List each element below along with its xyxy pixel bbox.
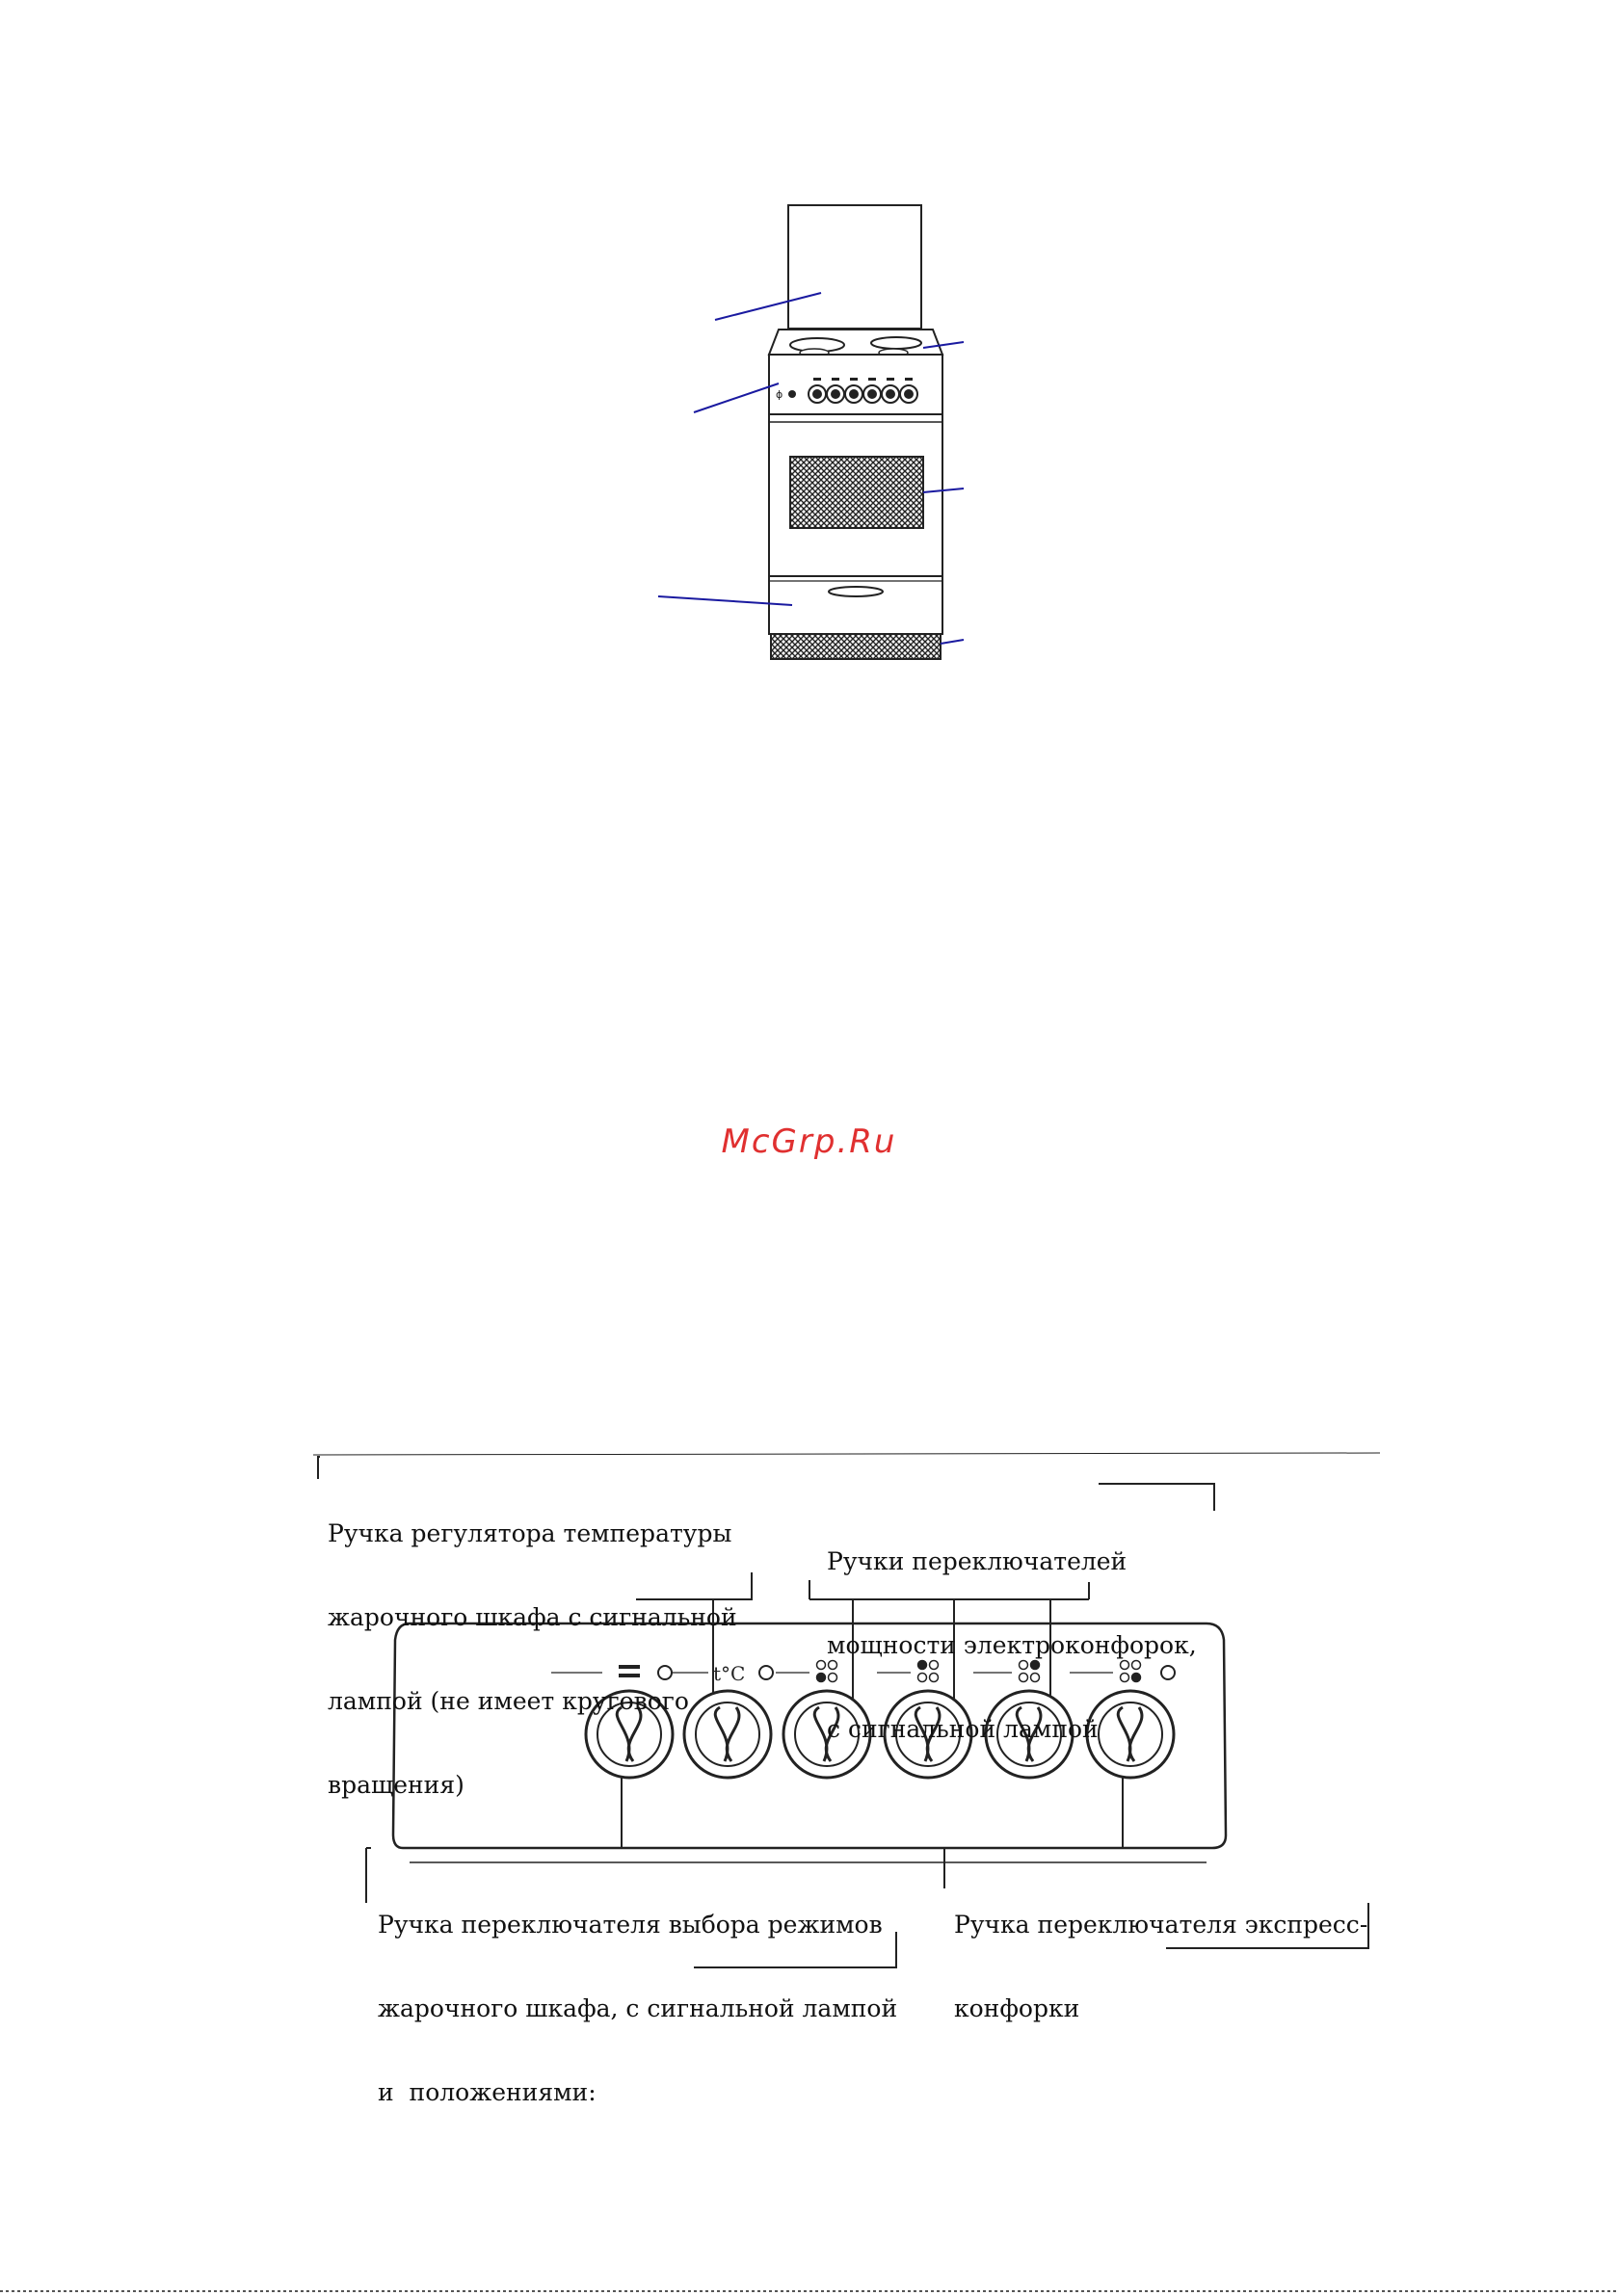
label-mode-switch: Ручка переключателя выбора режимов жарочного шкафа, с сигнальной лампой и положениями: <box>378 1911 898 2106</box>
label-express-burner: Ручка переключателя экспресс- конфорки <box>954 1911 1368 2022</box>
temperature-symbol: t°C <box>713 1662 746 1685</box>
label-temperature-regulator: Ручка регулятора температуры жарочного шкафа с сигнальной лампой (не имеет кругового вращения) <box>328 1519 737 1799</box>
panel-mini-symbol: ɸ <box>776 388 783 401</box>
watermark-text: McGrp.Ru <box>721 1122 897 1161</box>
label-burner-switches: Ручки переключателей мощности электроконфорок, с сигнальной лампой <box>827 1547 1197 1743</box>
signal-lamp <box>759 1666 773 1679</box>
